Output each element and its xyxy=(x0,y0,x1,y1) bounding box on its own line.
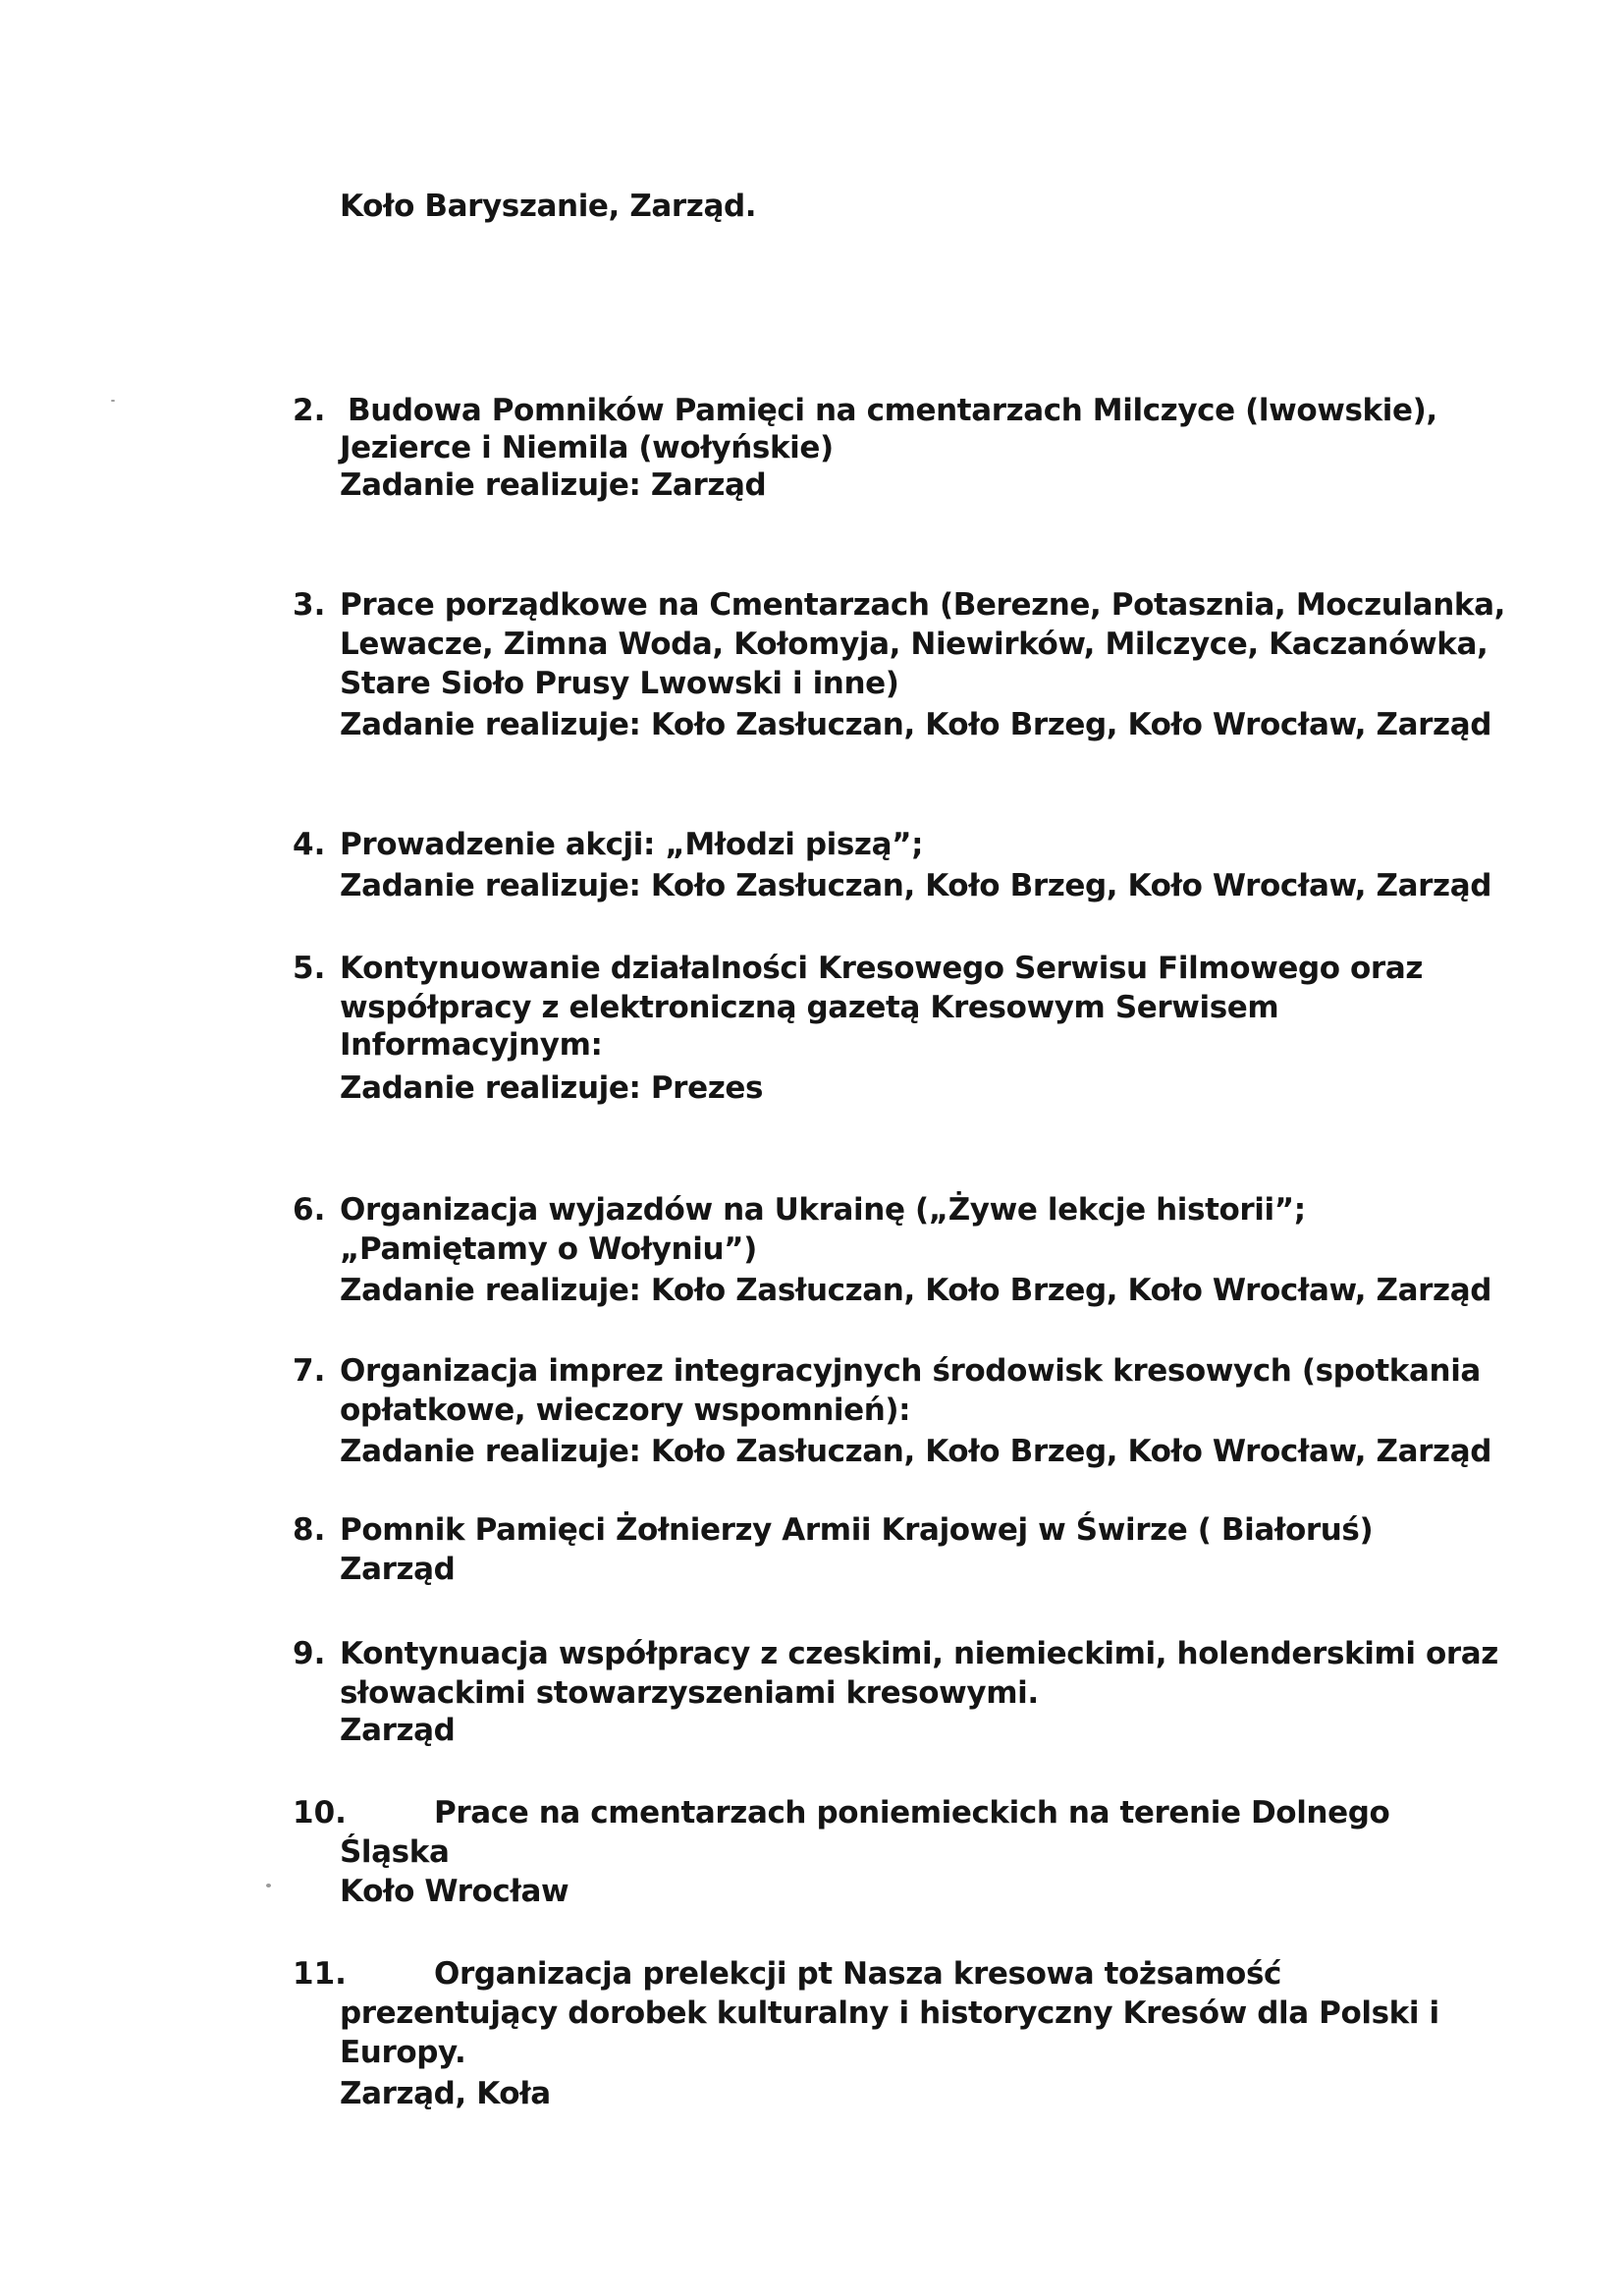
item-line: Zadanie realizuje: Koło Zasłuczan, Koło Brzeg, Koło Wrocław, Zarząd xyxy=(340,1273,1491,1308)
item-line: Informacyjnym: xyxy=(340,1027,603,1063)
item-number: 2. xyxy=(293,393,326,428)
item-number: 9. xyxy=(293,1636,326,1671)
item-line: Pomnik Pamięci Żołnierzy Armii Krajowej w Świrze ( Białoruś) xyxy=(340,1512,1374,1548)
item-line: Kontynuacja współpracy z czeskimi, niemieckimi, holenderskimi oraz xyxy=(340,1636,1498,1671)
item-line: Zadanie realizuje: Koło Zasłuczan, Koło Brzeg, Koło Wrocław, Zarząd xyxy=(340,1434,1491,1469)
item-line: Budowa Pomników Pamięci na cmentarzach Milczyce (lwowskie), xyxy=(348,393,1437,428)
item-line: Zadanie realizuje: Koło Zasłuczan, Koło Brzeg, Koło Wrocław, Zarząd xyxy=(340,707,1491,742)
item-line: Kontynuowanie działalności Kresowego Serwisu Filmowego oraz xyxy=(340,951,1423,986)
item-line: współpracy z elektroniczną gazetą Kresowym Serwisem xyxy=(340,990,1279,1025)
item-line: Organizacja wyjazdów na Ukrainę („Żywe lekcje historii”; xyxy=(340,1192,1306,1228)
intro-line: Koło Baryszanie, Zarząd. xyxy=(340,189,757,224)
item-line: Śląska xyxy=(340,1834,450,1870)
item-line: Zarząd xyxy=(340,1552,456,1587)
item-number: 8. xyxy=(293,1512,326,1548)
item-line: prezentujący dorobek kulturalny i historyczny Kresów dla Polski i xyxy=(340,1995,1439,2031)
item-line: Prowadzenie akcji: „Młodzi piszą”; xyxy=(340,827,924,862)
item-line: Jezierce i Niemila (wołyńskie) xyxy=(340,430,834,465)
item-number: 3. xyxy=(293,587,326,623)
item-line: Lewacze, Zimna Woda, Kołomyja, Niewirków, Milczyce, Kaczanówka, xyxy=(340,627,1489,662)
item-line: „Pamiętamy o Wołyniu”) xyxy=(340,1231,757,1267)
item-number: 4. xyxy=(293,827,326,862)
item-line: opłatkowe, wieczory wspomnień): xyxy=(340,1393,911,1428)
item-line: Zadanie realizuje: Zarząd xyxy=(340,467,767,503)
item-line: Organizacja prelekcji pt Nasza kresowa tożsamość xyxy=(434,1956,1281,1992)
item-line: Europy. xyxy=(340,2035,466,2070)
item-number: 5. xyxy=(293,951,326,986)
item-line: Prace na cmentarzach poniemieckich na terenie Dolnego xyxy=(434,1795,1390,1831)
scan-speck xyxy=(111,400,115,402)
item-line: Zadanie realizuje: Prezes xyxy=(340,1070,764,1106)
item-line: Stare Sioło Prusy Lwowski i inne) xyxy=(340,666,899,701)
scan-speck xyxy=(266,1884,271,1887)
item-line: Koło Wrocław xyxy=(340,1874,569,1909)
item-number: 7. xyxy=(293,1353,326,1389)
item-number: 11. xyxy=(293,1956,347,1992)
item-line: Zarząd, Koła xyxy=(340,2076,551,2111)
item-number: 10. xyxy=(293,1795,347,1831)
item-line: Zadanie realizuje: Koło Zasłuczan, Koło Brzeg, Koło Wrocław, Zarząd xyxy=(340,868,1491,903)
item-line: Organizacja imprez integracyjnych środowisk kresowych (spotkania xyxy=(340,1353,1481,1389)
item-line: Prace porządkowe na Cmentarzach (Berezne, Potasznia, Moczulanka, xyxy=(340,587,1505,623)
item-number: 6. xyxy=(293,1192,326,1228)
item-line: Zarząd xyxy=(340,1713,456,1748)
item-line: słowackimi stowarzyszeniami kresowymi. xyxy=(340,1675,1039,1711)
